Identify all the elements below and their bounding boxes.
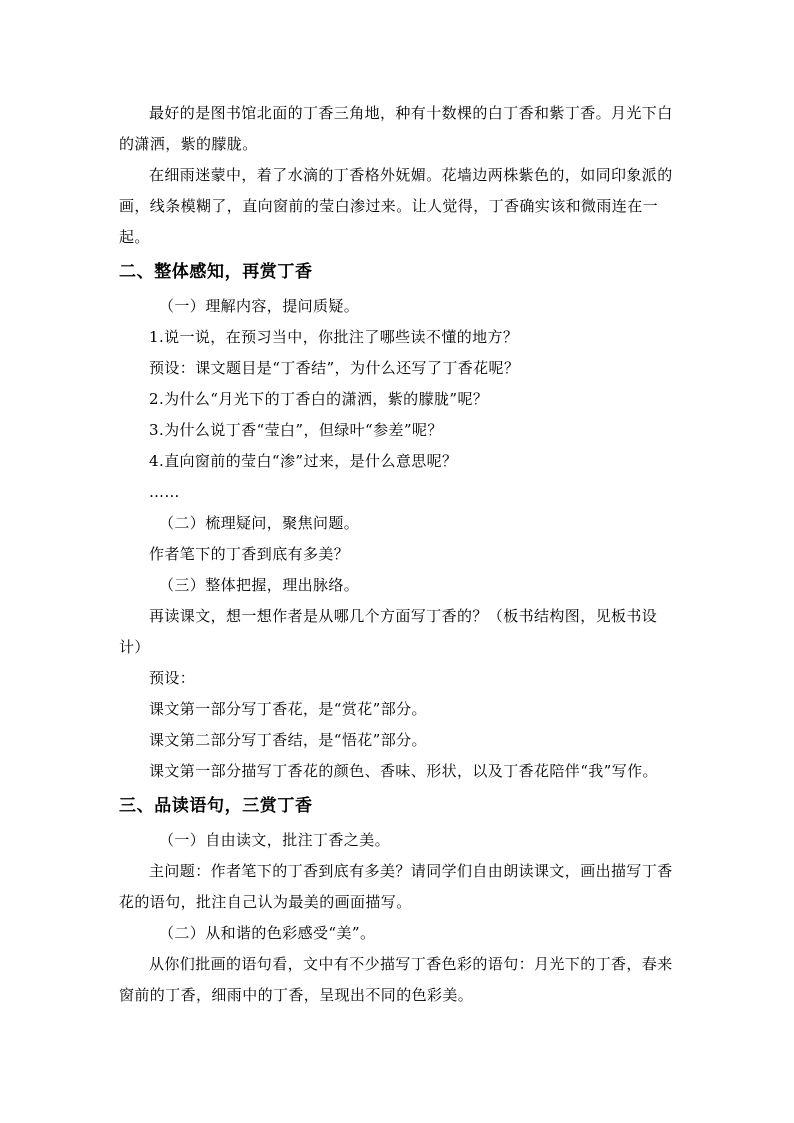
question-3: 3.为什么说丁香“莹白”，但绿叶“参差”呢？ (149, 421, 443, 439)
question-1: 1.说一说，在预习当中，你批注了哪些读不懂的地方？ (149, 328, 519, 346)
section-2-subheading-2: （二）梳理疑问，聚焦问题。 (159, 514, 360, 532)
section-2-subheading-1: （一）理解内容，提问质疑。 (159, 297, 360, 315)
document-body (119, 98, 679, 1011)
paragraph-drizzle-lilac: 在细雨迷蒙中，着了水滴的丁香格外妩媚。花墙边两株紫色的，如同印象派的画，线条模糊了，直向窗前的莹白渗过来。让人觉得，丁香确实该和微雨连在一起。 (119, 166, 673, 246)
question-2: 2.为什么“月光下的丁香白的潇洒，紫的朦胧”呢？ (149, 390, 489, 408)
question-1-preset: 预设：课文题目是“丁香结”，为什么还写了丁香花呢？ (149, 359, 520, 377)
color-beauty-paragraph: 从你们批画的语句看，文中有不少描写丁香色彩的语句：月光下的丁香，春来窗前的丁香，细雨中的丁香，呈现出不同的色彩美。 (119, 955, 673, 1004)
section-3-subheading-1: （一）自由读文，批注丁香之美。 (159, 831, 391, 849)
preset-label: 预设： (149, 669, 196, 687)
section-3-heading: 三、品读语句，三赏丁香 (119, 796, 313, 816)
reread-instruction: 再读课文，想一想作者是从哪几个方面写丁香的？（板书结构图，见板书设计） (119, 607, 658, 656)
preset-item-3: 课文第一部分描写丁香花的颜色、香味、形状，以及丁香花陪伴“我”写作。 (149, 762, 658, 780)
focus-question: 作者笔下的丁香到底有多美？ (149, 545, 350, 563)
preset-item-2: 课文第二部分写丁香结，是“悟花”部分。 (149, 731, 427, 749)
paragraph-lilac-triangle: 最好的是图书馆北面的丁香三角地，种有十数棵的白丁香和紫丁香。月光下白的潇洒，紫的朦胧。 (119, 104, 673, 153)
question-4: 4.直向窗前的莹白“渗”过来，是什么意思呢？ (149, 452, 458, 470)
preset-item-1: 课文第一部分写丁香花，是“赏花”部分。 (149, 700, 427, 718)
section-2-subheading-3: （三）整体把握，理出脉络。 (159, 576, 360, 594)
section-3-subheading-2: （二）从和谐的色彩感受“美”。 (159, 924, 376, 942)
ellipsis: …… (149, 483, 180, 501)
main-question: 主问题：作者笔下的丁香到底有多美？请同学们自由朗读课文，画出描写丁香花的语句，批注自己认为最美的画面描写。 (119, 862, 673, 911)
section-2-heading: 二、整体感知，再赏丁香 (119, 262, 313, 282)
